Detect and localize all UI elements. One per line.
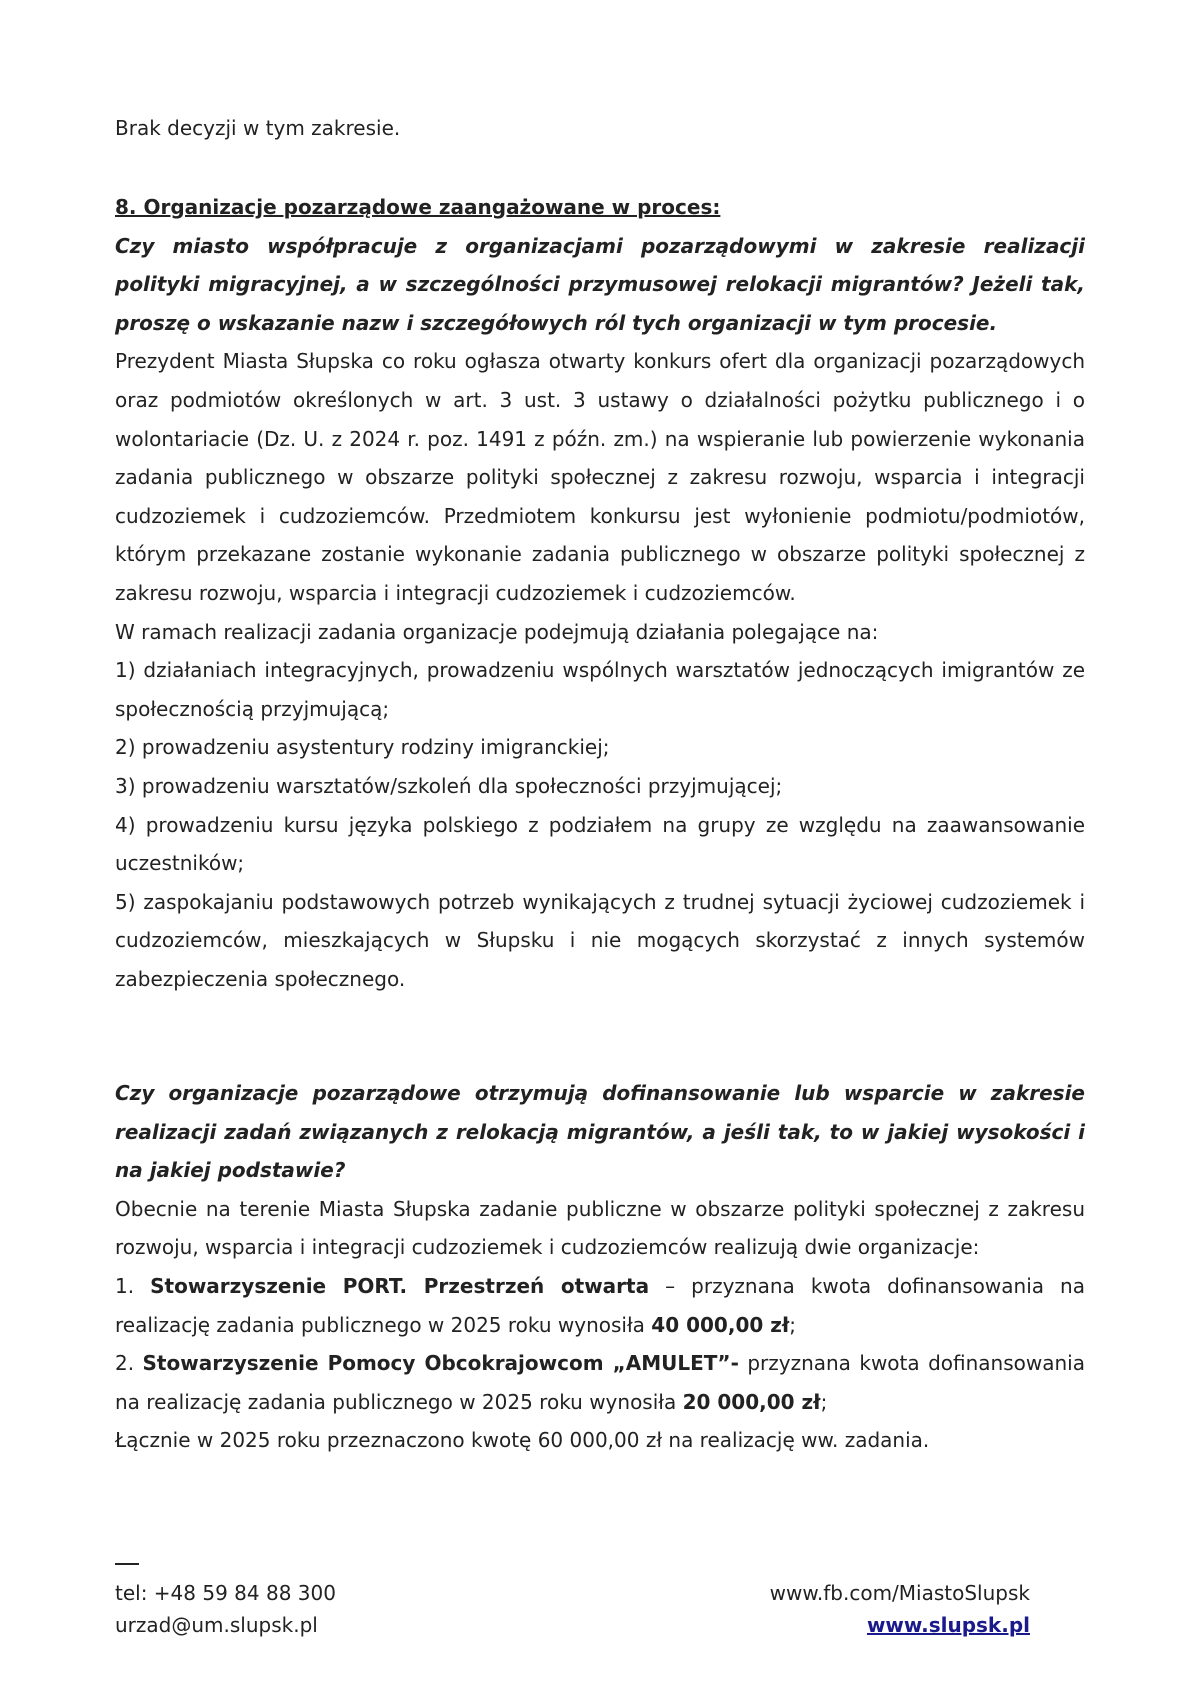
question-text: Czy miasto współpracuje z organizacjami pozarządowymi w zakresie realizacji polityki migracyjnej, a w szczególności przymusowej relokacji migrantów? Jeżeli tak, proszę o wskazanie nazw i szczegółowych ról tych organizacji w tym procesie. xyxy=(115,233,1085,335)
item-end: ; xyxy=(789,1312,797,1337)
item-number: 1. xyxy=(115,1273,151,1298)
answer-paragraph: Obecnie na terenie Miasta Słupska zadanie publiczne w obszarze polityki społecznej z zakresu rozwoju, wsparcia i integracji cudzoziemek i cudzoziemców realizują dwie organizacje: xyxy=(115,1196,1085,1260)
footer-email[interactable]: urzad@um.slupsk.pl xyxy=(115,1613,318,1637)
section-8 xyxy=(115,188,1085,998)
intro-text: Brak decyzji w tym zakresie. xyxy=(115,116,401,140)
section-heading: 8. Organizacje pozarządowe zaangażowane w proces: xyxy=(115,195,721,219)
question-text: Czy organizacje pozarządowe otrzymują dofinansowanie lub wsparcie w zakresie realizacji zadań związanych z relokacją migrantów, a jeśli tak, to w jakiej wysokości i na jakiej podstawie? xyxy=(115,1081,1085,1183)
footer-phone: tel: +48 59 84 88 300 xyxy=(115,1581,336,1605)
footer-contact xyxy=(115,1577,336,1641)
footer-divider xyxy=(115,1563,139,1565)
footer-facebook-link[interactable]: www.fb.com/MiastoSlupsk xyxy=(769,1581,1030,1605)
total-text: Łącznie w 2025 roku przeznaczono kwotę 60 000,00 zł na realizację ww. zadania. xyxy=(115,1428,930,1453)
organization-item xyxy=(115,1344,1085,1421)
activity-item: 5) zaspokajaniu podstawowych potrzeb wynikających z trudnej sytuacji życiowej cudzoziemek i cudzoziemców, mieszkających w Słupsku i nie mogących skorzystać z innych systemów zabezpieczenia społecznego. xyxy=(115,889,1085,991)
funding-amount: 40 000,00 zł xyxy=(651,1312,790,1337)
item-number: 2. xyxy=(115,1351,143,1376)
item-text: – przyznana kwota dofinansowania na realizację zadania publicznego w 2025 roku wynosiła xyxy=(115,1273,1085,1337)
activity-item: 1) działaniach integracyjnych, prowadzeniu wspólnych warsztatów jednoczących imigrantów ze społecznością przyjmującą; xyxy=(115,658,1085,721)
footer-website-link[interactable]: www.slupsk.pl xyxy=(866,1613,1030,1637)
footer-links xyxy=(770,1577,1030,1641)
section-funding xyxy=(115,1074,1085,1460)
funding-amount: 20 000,00 zł xyxy=(682,1389,821,1414)
activity-item: 4) prowadzeniu kursu języka polskiego z podziałem na grupy ze względu na zaawansowanie uczestników; xyxy=(115,812,1085,876)
activity-item: 2) prowadzeniu asystentury rodziny imigranckiej; xyxy=(115,735,610,760)
organization-name: Stowarzyszenie Pomocy Obcokrajowcom „AMULET”- xyxy=(142,1351,739,1376)
answer-paragraph: Prezydent Miasta Słupska co roku ogłasza otwarty konkurs ofert dla organizacji pozarządowych oraz podmiotów określonych w art. 3 ust. 3 ustawy o działalności pożytku publicznego i o wolontariacie (Dz. U. z 2024 r. poz. 1491 z późn. zm.) na wspieranie lub powierzenie wykonania zadania publicznego w obszarze polityki społecznej z zakresu rozwoju, wsparcia i integracji cudzoziemek i cudzoziemców. Przedmiotem konkursu jest wyłonienie podmiotu/podmiotów, którym przekazane zostanie wykonanie zadania publicznego w obszarze polityki społecznej z zakresu rozwoju, wsparcia i integracji cudzoziemek i cudzoziemców. xyxy=(115,349,1085,605)
item-text: przyznana kwota dofinansowania na realizację zadania publicznego w 2025 roku wynosiła xyxy=(115,1351,1085,1414)
organization-name: Stowarzyszenie PORT. Przestrzeń otwarta xyxy=(150,1273,650,1298)
organization-item xyxy=(115,1267,1085,1344)
item-end: ; xyxy=(820,1389,828,1414)
activities-intro: W ramach realizacji zadania organizacje podejmują działania polegające na: xyxy=(115,619,879,644)
activity-item: 3) prowadzeniu warsztatów/szkoleń dla społeczności przyjmującej; xyxy=(115,773,783,798)
